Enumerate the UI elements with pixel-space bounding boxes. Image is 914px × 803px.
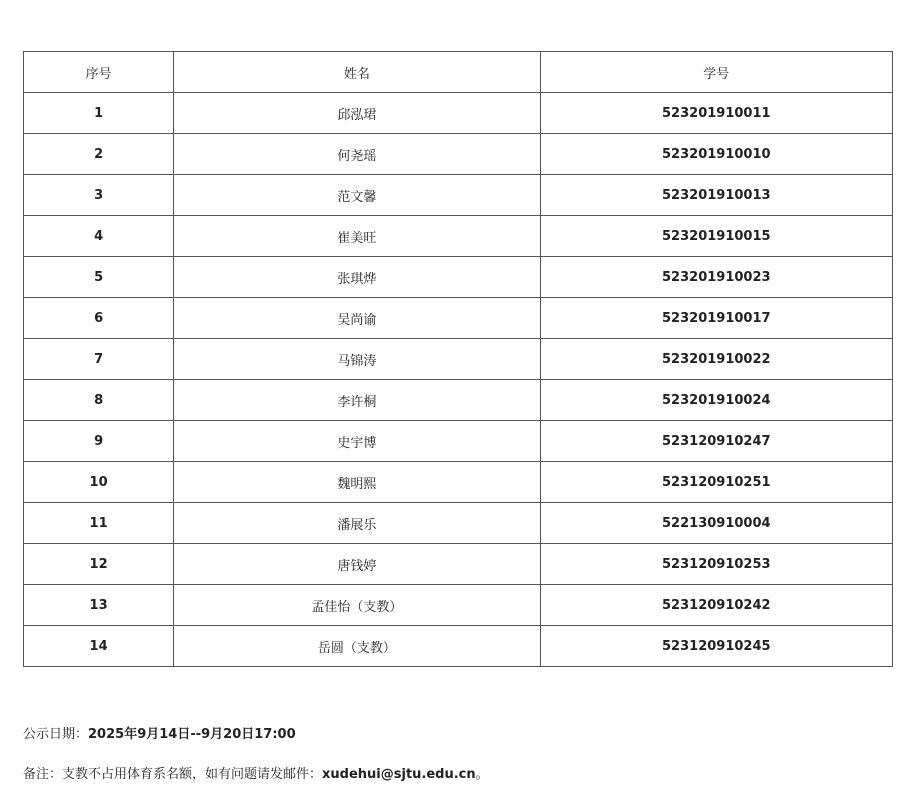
row-name: 吴尚谕 [174,298,540,339]
row-student-id: 523120910245 [540,626,892,667]
contact-email-link[interactable]: xudehui@sjtu.edu.cn [322,767,476,782]
table-row [24,585,893,626]
publication-date-label: 公示日期： [23,727,89,742]
row-name: 范文馨 [174,175,540,216]
header-name: 姓名 [174,52,540,93]
row-index: 8 [24,380,174,421]
table-row [24,257,893,298]
row-student-id: 523201910017 [540,298,892,339]
row-index: 7 [24,339,174,380]
table-row [24,339,893,380]
row-index: 5 [24,257,174,298]
table-row [24,462,893,503]
row-student-id: 523120910251 [540,462,892,503]
row-index: 13 [24,585,174,626]
publication-date-note [23,723,296,742]
row-index: 14 [24,626,174,667]
row-student-id: 523201910011 [540,93,892,134]
row-student-id: 523201910013 [540,175,892,216]
row-name: 何尧瑶 [174,134,540,175]
row-student-id: 523201910010 [540,134,892,175]
row-index: 4 [24,216,174,257]
row-student-id: 523201910022 [540,339,892,380]
row-student-id: 523201910024 [540,380,892,421]
table-row [24,134,893,175]
row-student-id: 523201910015 [540,216,892,257]
table-row [24,216,893,257]
row-index: 12 [24,544,174,585]
row-name: 李许桐 [174,380,540,421]
table-row [24,626,893,667]
row-name: 孟佳怡（支教） [174,585,540,626]
row-index: 3 [24,175,174,216]
row-name: 岳圆（支教） [174,626,540,667]
row-name: 唐钱婷 [174,544,540,585]
table-row [24,544,893,585]
table-row [24,175,893,216]
row-student-id: 523120910253 [540,544,892,585]
table-row [24,93,893,134]
remark-note [23,763,489,782]
table-row [24,380,893,421]
row-name: 马锦涛 [174,339,540,380]
table-header-row [24,52,893,93]
row-name: 张琪烨 [174,257,540,298]
header-student-id: 学号 [540,52,892,93]
row-student-id: 523201910023 [540,257,892,298]
row-name: 潘展乐 [174,503,540,544]
row-name: 邱泓珺 [174,93,540,134]
table-row [24,298,893,339]
remark-label: 备注：支教不占用体育系名额，如有问题请发邮件： [23,767,323,782]
roster-table [23,51,893,667]
row-index: 11 [24,503,174,544]
row-name: 崔美旺 [174,216,540,257]
table-row [24,503,893,544]
publication-date-value: 2025年9月14日--9月20日17:00 [88,727,296,742]
row-student-id: 522130910004 [540,503,892,544]
row-student-id: 523120910247 [540,421,892,462]
remark-end: 。 [475,767,489,782]
row-name: 史宇博 [174,421,540,462]
header-index: 序号 [24,52,174,93]
table-row [24,421,893,462]
row-index: 10 [24,462,174,503]
row-index: 9 [24,421,174,462]
row-index: 6 [24,298,174,339]
row-index: 1 [24,93,174,134]
row-student-id: 523120910242 [540,585,892,626]
row-index: 2 [24,134,174,175]
row-name: 魏明熙 [174,462,540,503]
